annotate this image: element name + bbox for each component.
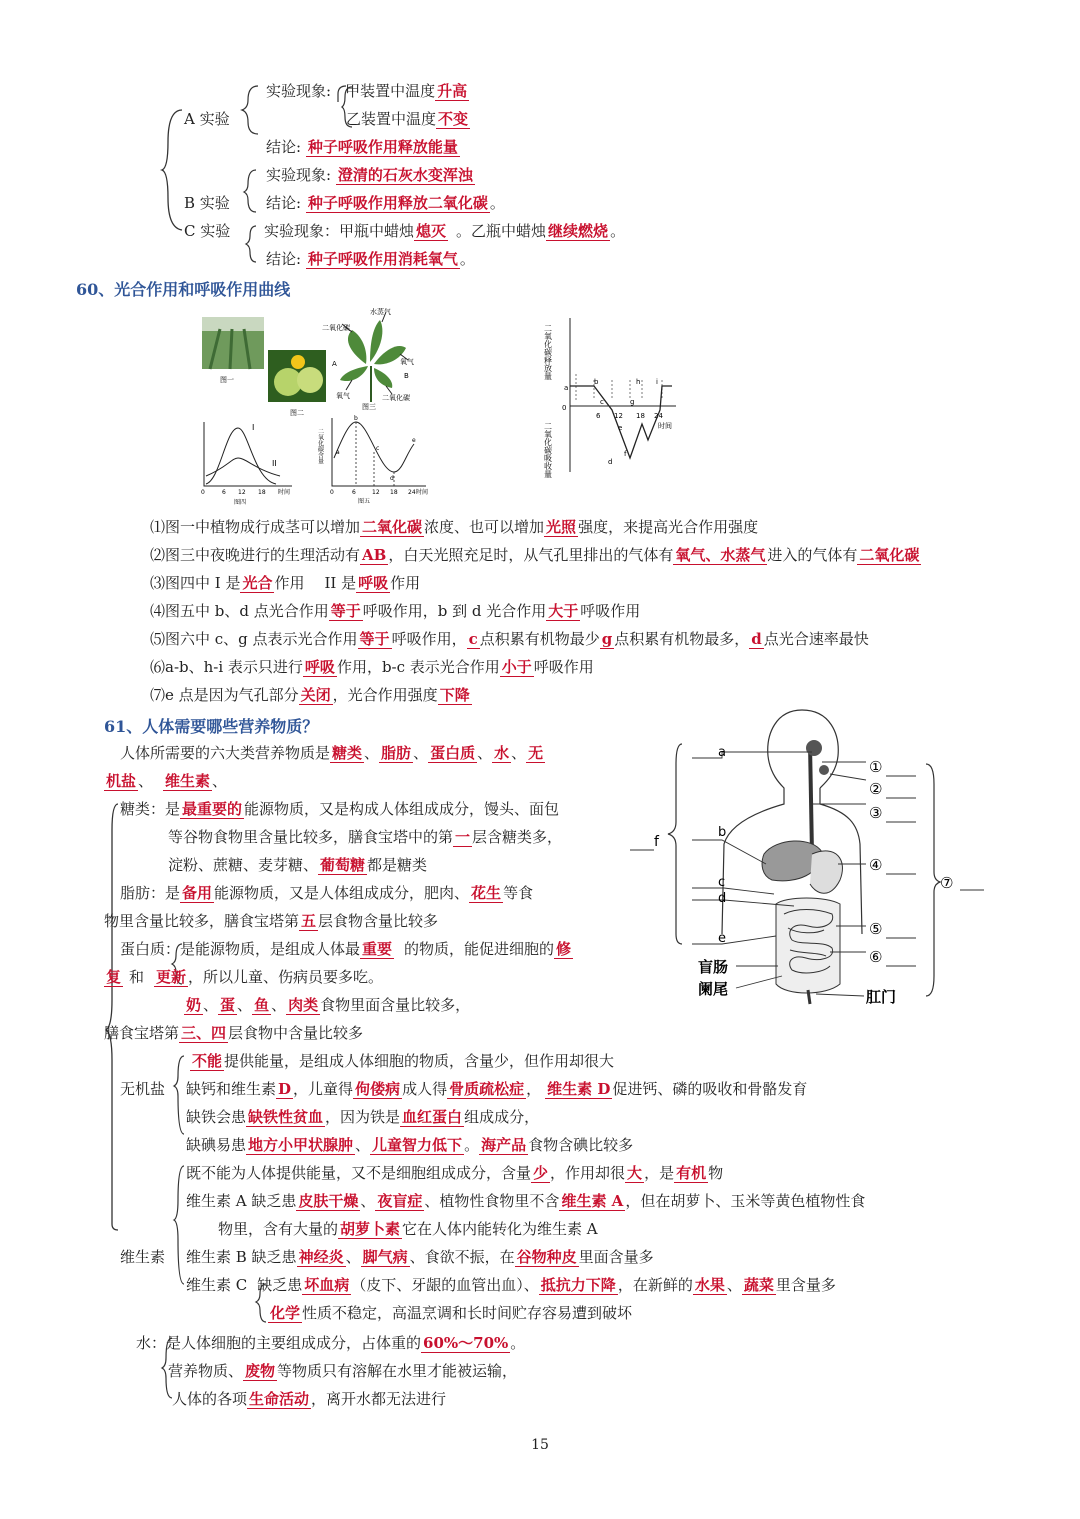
a-conclusion: 结论: 种子呼吸作用释放能量 — [266, 138, 458, 156]
svg-text:水蒸气: 水蒸气 — [370, 308, 391, 316]
svg-text:12: 12 — [372, 489, 380, 496]
sugar-2: 等谷物食物里含量比较多，膳食宝塔中的第 一 层含糖类多， — [168, 828, 563, 846]
svg-text:f: f — [654, 834, 659, 850]
svg-text:③: ③ — [869, 804, 883, 822]
svg-text:④: ④ — [869, 856, 883, 874]
b-conclusion: 结论: 种子呼吸作用释放二氧化碳 。 — [266, 194, 505, 212]
svg-text:e: e — [718, 931, 726, 946]
svg-text:e: e — [412, 437, 416, 444]
figure-4-label: 图四 — [234, 499, 247, 506]
mineral-calcium: 缺钙和维生素 D ，儿童得 佝偻病 成人得 骨质疏松症 ， 维生素 D 促进钙、磷的吸收和骨骼发育 — [186, 1080, 808, 1098]
sugar-1: 糖类：是 最重要的 能源物质，又是构成人体组成成分，馒头、面包 — [120, 800, 560, 818]
svg-text:24: 24 — [408, 489, 416, 496]
vitamin-a-2: 物里，含有大量的 胡萝卜素 它在人体内能转化为维生素 A — [218, 1220, 598, 1238]
vitamin-a-1: 维生素 A 缺乏患 皮肤干燥 、 夜盲症 、植物性食物里不含 维生素 A ，但在胡萝卜、玉米等黄色植物性食 — [186, 1192, 866, 1210]
svg-text:⑥: ⑥ — [869, 948, 883, 966]
a-experiment-label: A 实验 — [184, 110, 230, 128]
q60-4: ⑷图五中 b、d 点光合作用 等于 呼吸作用，b 到 d 光合作用 大于 呼吸作用 — [150, 602, 641, 620]
svg-text:阑尾: 阑尾 — [698, 980, 729, 998]
nutrients-intro-1: 人体所需要的六大类营养物质是 糖类 、 脂肪 、 蛋白质 、 水 、 无 — [120, 744, 544, 762]
svg-text:A: A — [332, 360, 337, 368]
b-phenomenon: 实验现象: 澄清的石灰水变浑浊 — [266, 166, 473, 184]
page-number: 15 — [531, 1437, 549, 1453]
svg-text:d: d — [390, 475, 394, 482]
svg-text:0: 0 — [562, 404, 567, 412]
vitamin-c-2: 化学 性质不稳定，高温烹调和长时间贮存容易遭到破坏 — [270, 1304, 633, 1322]
svg-text:6: 6 — [596, 412, 601, 420]
a-phenomenon-yi: 乙装置中温度 不变 — [346, 110, 469, 128]
water-1: 水：是人体细胞的主要组成成分，占体重的 60%～70% 。 — [136, 1334, 526, 1352]
svg-text:c: c — [600, 398, 604, 406]
svg-text:②: ② — [869, 780, 883, 798]
svg-text:c: c — [376, 445, 380, 452]
svg-text:a: a — [718, 745, 726, 760]
vitamin-label: 维生素 — [120, 1248, 166, 1266]
svg-text:时间: 时间 — [658, 422, 672, 430]
mineral-1: 不能 提供能量，是组成人体细胞的物质，含量少，但作用却很大 — [192, 1052, 615, 1070]
svg-text:c: c — [718, 875, 726, 890]
svg-text:时间: 时间 — [278, 489, 291, 496]
svg-text:f: f — [624, 450, 627, 458]
svg-text:二氧化碳吸收量: 二氧化碳吸收量 — [543, 422, 553, 478]
svg-text:6: 6 — [352, 489, 356, 496]
svg-text:18: 18 — [258, 489, 266, 496]
figure-1-greenhouse — [200, 315, 268, 385]
nutrients-intro-2: 机盐 、 维生素 、 — [106, 772, 228, 790]
figure-3-label: 图三 — [362, 403, 376, 411]
svg-text:12: 12 — [614, 412, 623, 420]
figure-5-label: 图五 — [358, 498, 371, 505]
svg-text:盲肠: 盲肠 — [698, 958, 729, 976]
mineral-label: 无机盐 — [120, 1080, 166, 1098]
figure-1-label: 图一 — [220, 376, 234, 384]
q60-2: ⑵图三中夜晚进行的生理活动有 AB ，白天光照充足时，从气孔里排出的气体有 氧气、水蒸气 进入的气体有 二氧化碳 — [150, 546, 920, 564]
svg-text:d: d — [718, 891, 727, 906]
q60-5: ⑸图六中 c、g 点表示光合作用 等于 呼吸作用， c 点积累有机物最少 g 点积累有机物最多， d 点光合速率最快 — [150, 630, 869, 648]
fat-1: 脂肪：是 备用 能源物质，又是人体组成成分，肥肉、 花生 等食 — [120, 884, 534, 902]
protein-2: 复 和 更新 ，所以儿童、伤病员要多吃。 — [106, 968, 384, 986]
svg-text:12: 12 — [238, 489, 246, 496]
protein-3: 奶 、 蛋 、 鱼 、 肉类 食物里面含量比较多， — [186, 996, 471, 1014]
svg-text:肛门: 肛门 — [866, 988, 897, 1006]
figure-3-leaf — [322, 306, 422, 410]
svg-text:i: i — [656, 378, 658, 386]
svg-text:时间: 时间 — [416, 489, 429, 496]
svg-text:二氧化碳含量: 二氧化碳含量 — [316, 428, 324, 464]
svg-text:a: a — [564, 384, 569, 392]
svg-text:II: II — [272, 459, 277, 468]
svg-text:e: e — [618, 424, 623, 432]
svg-text:g: g — [630, 398, 635, 406]
svg-text:氧气: 氧气 — [336, 392, 350, 400]
vitamin-b: 维生素 B 缺乏患 神经炎 、 脚气病 、食欲不振，在 谷物种皮 里面含量多 — [186, 1248, 654, 1266]
mineral-iodine: 缺碘易患 地方小甲状腺肿 、 儿童智力低下 。 海产品 食物含碘比较多 — [186, 1136, 634, 1154]
svg-text:a: a — [336, 449, 340, 456]
section-60-title: 60、光合作用和呼吸作用曲线 — [76, 280, 291, 299]
q60-3: ⑶图四中 I 是 光合 作用 II 是 呼吸 作用 — [150, 574, 421, 592]
b-experiment-label: B 实验 — [184, 194, 230, 212]
c-conclusion: 结论: 种子呼吸作用消耗氧气 。 — [266, 250, 475, 268]
svg-text:b: b — [718, 825, 727, 840]
c-experiment-label: C 实验 — [184, 222, 231, 240]
fat-2: 物里含量比较多，膳食宝塔第 五 层食物含量比较多 — [104, 912, 439, 930]
svg-text:⑤: ⑤ — [869, 920, 883, 938]
svg-text:18: 18 — [636, 412, 645, 420]
figure-2-fruits — [266, 348, 330, 420]
svg-text:0: 0 — [201, 489, 205, 496]
figure-5-co2-content — [318, 414, 434, 506]
q60-1: ⑴图一中植物成行成茎可以增加 二氧化碳 浓度、也可以增加 光照 强度，来提高光合作用强度 — [150, 518, 759, 536]
svg-text:二氧化碳: 二氧化碳 — [382, 394, 410, 402]
q60-7: ⑺e 点是因为气孔部分 关闭 ，光合作用强度 下降 — [150, 686, 470, 704]
c-phenomenon: 实验现象：甲瓶中蜡烛 熄灭 。乙瓶中蜡烛 继续燃烧 。 — [264, 222, 626, 240]
svg-text:h: h — [636, 378, 641, 386]
sugar-3: 淀粉、蔗糖、麦芽糖、 葡萄糖 都是糖类 — [168, 856, 428, 874]
digestive-system-figure — [626, 704, 986, 1010]
svg-text:d: d — [608, 458, 613, 466]
protein-4: 膳食宝塔第 三、四 层食物中含量比较多 — [104, 1024, 364, 1042]
svg-text:b: b — [594, 378, 599, 386]
mineral-iron: 缺铁会患 缺铁性贫血 ，因为铁是 血红蛋白 组成成分， — [186, 1108, 540, 1126]
vitamin-c-1: 维生素 C 缺乏患 坏血病 （皮下、牙龈的血管出血）、 抵抗力下降 ，在新鲜的 水果 、 蔬菜 里含量多 — [186, 1276, 836, 1294]
vitamin-1: 既不能为人体提供能量，又不是细胞组成成分，含量 少 ，作用却很 大 ，是 有机 物 — [186, 1164, 724, 1182]
svg-text:①: ① — [869, 758, 883, 776]
water-2: 营养物质、 废物 等物质只有溶解在水里才能被运输， — [168, 1362, 518, 1380]
svg-text:⑦: ⑦ — [940, 874, 954, 892]
svg-text:二氧化碳释放量: 二氧化碳释放量 — [543, 324, 553, 380]
svg-text:氧气: 氧气 — [400, 358, 414, 366]
protein-1: 蛋白质：是能源物质，是组成人体最 重要 的物质，能促进细胞的 修 — [120, 940, 572, 958]
figure-2-label: 图二 — [290, 409, 304, 417]
water-3: 人体的各项 生命活动 ，离开水都无法进行 — [172, 1390, 447, 1408]
figure-4-curves — [196, 418, 302, 506]
a-phenomenon-jia: 实验现象: 甲装置中温度 升高 — [266, 82, 468, 100]
svg-text:0: 0 — [330, 489, 334, 496]
svg-text:二氧化碳: 二氧化碳 — [322, 324, 350, 332]
section-61-title: 61、人体需要哪些营养物质？ — [104, 717, 319, 736]
q60-6: ⑹a-b、h-i 表示只进行 呼吸 作用，b-c 表示光合作用 小于 呼吸作用 — [150, 658, 594, 676]
svg-text:6: 6 — [222, 489, 226, 496]
svg-text:24: 24 — [654, 412, 663, 420]
svg-text:I: I — [252, 423, 255, 432]
svg-text:b: b — [354, 415, 358, 422]
figure-6-co2-exchange — [543, 312, 682, 478]
svg-text:B: B — [404, 372, 409, 380]
svg-text:18: 18 — [390, 489, 398, 496]
